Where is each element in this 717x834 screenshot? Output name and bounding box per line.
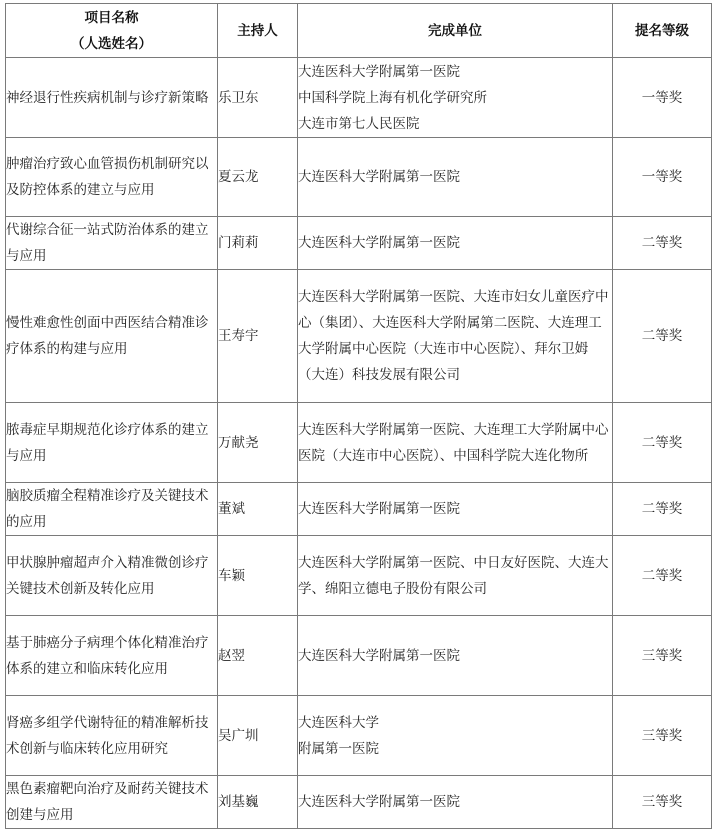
host-cell: 门莉莉 <box>218 217 298 270</box>
level-cell: 三等奖 <box>613 616 712 696</box>
header-level: 提名等级 <box>613 4 712 58</box>
level-cell: 二等奖 <box>613 536 712 616</box>
level-cell: 二等奖 <box>613 270 712 403</box>
project-name-cell: 基于肺癌分子病理个体化精准治疗体系的建立和临床转化应用 <box>6 616 218 696</box>
table-row <box>6 483 712 536</box>
project-name-cell: 肿瘤治疗致心血管损伤机制研究以及防控体系的建立与应用 <box>6 138 218 217</box>
host-cell: 刘基巍 <box>218 776 298 829</box>
host-cell: 吴广圳 <box>218 696 298 776</box>
host-cell: 万献尧 <box>218 403 298 483</box>
unit-cell <box>298 138 613 217</box>
level-cell: 二等奖 <box>613 483 712 536</box>
project-name-cell: 代谢综合征一站式防治体系的建立与应用 <box>6 217 218 270</box>
host-cell: 乐卫东 <box>218 58 298 138</box>
host-cell: 车颖 <box>218 536 298 616</box>
unit-line: 附属第一医院 <box>298 740 379 757</box>
header-row <box>6 4 712 58</box>
header-unit: 完成单位 <box>298 4 613 58</box>
table-body <box>6 58 712 829</box>
unit-cell <box>298 536 613 616</box>
table-row <box>6 536 712 616</box>
unit-line: 大连医科大学附属第一医院 <box>298 169 460 185</box>
host-cell: 王寿宇 <box>218 270 298 403</box>
unit-line: 大连市第七人民医院 <box>298 115 420 132</box>
unit-line: 大连医科大学 <box>298 714 379 731</box>
level-cell: 三等奖 <box>613 776 712 829</box>
header-project-name-line1: 项目名称 <box>84 9 139 26</box>
header-project-name-line2: （人选姓名） <box>71 35 152 52</box>
project-name-cell: 黑色素瘤靶向治疗及耐药关键技术创建与应用 <box>6 776 218 829</box>
unit-line: 大连医科大学附属第一医院、大连市妇女儿童医疗中心（集团）、大连医科大学附属第二医院、大连理工大学附属中心医院（大连市中心医院）、拜尔卫姆（大连）科技发展有限公司 <box>298 289 609 383</box>
unit-line: 中国科学院上海有机化学研究所 <box>298 89 487 106</box>
unit-line: 大连医科大学附属第一医院 <box>298 235 460 251</box>
unit-line: 大连医科大学附属第一医院、大连理工大学附属中心医院（大连市中心医院）、中国科学院大连化物所 <box>298 421 609 464</box>
unit-cell <box>298 58 613 138</box>
level-cell: 一等奖 <box>613 138 712 217</box>
unit-cell <box>298 270 613 403</box>
table-row <box>6 58 712 138</box>
table-row <box>6 776 712 829</box>
table-row <box>6 217 712 270</box>
project-name-cell: 甲状腺肿瘤超声介入精准微创诊疗关键技术创新及转化应用 <box>6 536 218 616</box>
level-cell: 一等奖 <box>613 58 712 138</box>
host-cell: 董斌 <box>218 483 298 536</box>
table-row <box>6 270 712 403</box>
unit-cell <box>298 696 613 776</box>
level-cell: 二等奖 <box>613 403 712 483</box>
level-cell: 三等奖 <box>613 696 712 776</box>
project-name-cell: 脑胶质瘤全程精准诊疗及关键技术的应用 <box>6 483 218 536</box>
table-row <box>6 403 712 483</box>
level-cell: 二等奖 <box>613 217 712 270</box>
unit-cell <box>298 616 613 696</box>
host-cell: 赵翌 <box>218 616 298 696</box>
award-table <box>5 3 712 829</box>
project-name-cell: 神经退行性疾病机制与诊疗新策略 <box>6 58 218 138</box>
table-row <box>6 138 712 217</box>
unit-cell <box>298 483 613 536</box>
table-row <box>6 616 712 696</box>
unit-line: 大连医科大学附属第一医院 <box>298 501 460 517</box>
header-host: 主持人 <box>218 4 298 58</box>
table-row <box>6 696 712 776</box>
host-cell: 夏云龙 <box>218 138 298 217</box>
unit-cell <box>298 403 613 483</box>
project-name-cell: 慢性难愈性创面中西医结合精准诊疗体系的构建与应用 <box>6 270 218 403</box>
unit-cell <box>298 776 613 829</box>
unit-line: 大连医科大学附属第一医院 <box>298 647 460 664</box>
unit-cell <box>298 217 613 270</box>
header-project-name <box>6 4 218 58</box>
unit-line: 大连医科大学附属第一医院 <box>298 63 460 80</box>
project-name-cell: 肾癌多组学代谢特征的精准解析技术创新与临床转化应用研究 <box>6 696 218 776</box>
project-name-cell: 脓毒症早期规范化诊疗体系的建立与应用 <box>6 403 218 483</box>
unit-line: 大连医科大学附属第一医院、中日友好医院、大连大学、绵阳立德电子股份有限公司 <box>298 554 609 597</box>
unit-line: 大连医科大学附属第一医院 <box>298 794 460 810</box>
